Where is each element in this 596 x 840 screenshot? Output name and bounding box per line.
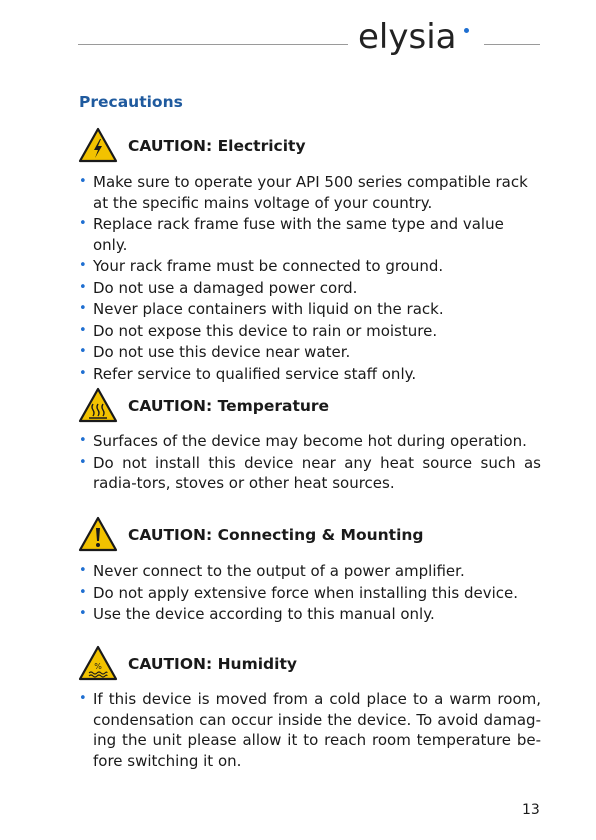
list-item: • Never place containers with liquid on the rack. — [79, 299, 541, 320]
exclamation-warning-icon — [78, 516, 118, 552]
list-item: • Do not apply extensive force when installing this device. — [79, 583, 541, 604]
hot-surface-warning-icon — [78, 387, 118, 423]
caution-connecting-mounting — [78, 516, 548, 556]
connecting-list — [79, 561, 541, 626]
logo-dot — [464, 28, 469, 33]
list-item: • Do not use this device near water. — [79, 342, 541, 363]
list-item: • Make sure to operate your API 500 series compatible rack at the specific mains voltage of your country. — [79, 172, 541, 213]
temperature-list — [79, 431, 541, 495]
list-item: • Never connect to the output of a power amplifier. — [79, 561, 541, 582]
caution-humidity — [78, 645, 548, 685]
caution-title: CAUTION: Electricity — [128, 137, 306, 155]
list-item: • Replace rack frame fuse with the same type and value only. — [79, 214, 541, 255]
electricity-list — [79, 172, 541, 385]
humidity-list — [79, 689, 541, 772]
list-item: • Surfaces of the device may become hot during operation. — [79, 431, 541, 452]
page-number: 13 — [522, 802, 540, 818]
header-rule-left — [78, 44, 348, 45]
caution-title: CAUTION: Temperature — [128, 397, 330, 415]
header-rule-right — [484, 44, 540, 45]
list-item: • Do not install this device near any heat source such as radia-tors, stoves or other heat sources. — [79, 453, 541, 494]
caution-electricity — [78, 127, 548, 167]
list-item: • If this device is moved from a cold place to a warm room, condensation can occur inside the device. To avoid damag-ing the unit please allow it to reach room temperature be-fore switching it on. — [79, 689, 541, 771]
svg-text:%: % — [94, 662, 102, 671]
list-item: • Do not use a damaged power cord. — [79, 278, 541, 299]
list-item: • Do not expose this device to rain or moisture. — [79, 321, 541, 342]
list-item: • Your rack frame must be connected to ground. — [79, 256, 541, 277]
electricity-warning-icon — [78, 127, 118, 163]
caution-temperature — [78, 387, 548, 427]
brand-logo: elysia — [358, 17, 457, 57]
list-item: • Use the device according to this manual only. — [79, 604, 541, 625]
list-item: • Refer service to qualified service staff only. — [79, 364, 541, 385]
humidity-warning-icon — [78, 645, 118, 681]
caution-title: CAUTION: Humidity — [128, 655, 297, 673]
caution-title: CAUTION: Connecting & Mounting — [128, 526, 424, 544]
section-title: Precautions — [79, 93, 183, 111]
